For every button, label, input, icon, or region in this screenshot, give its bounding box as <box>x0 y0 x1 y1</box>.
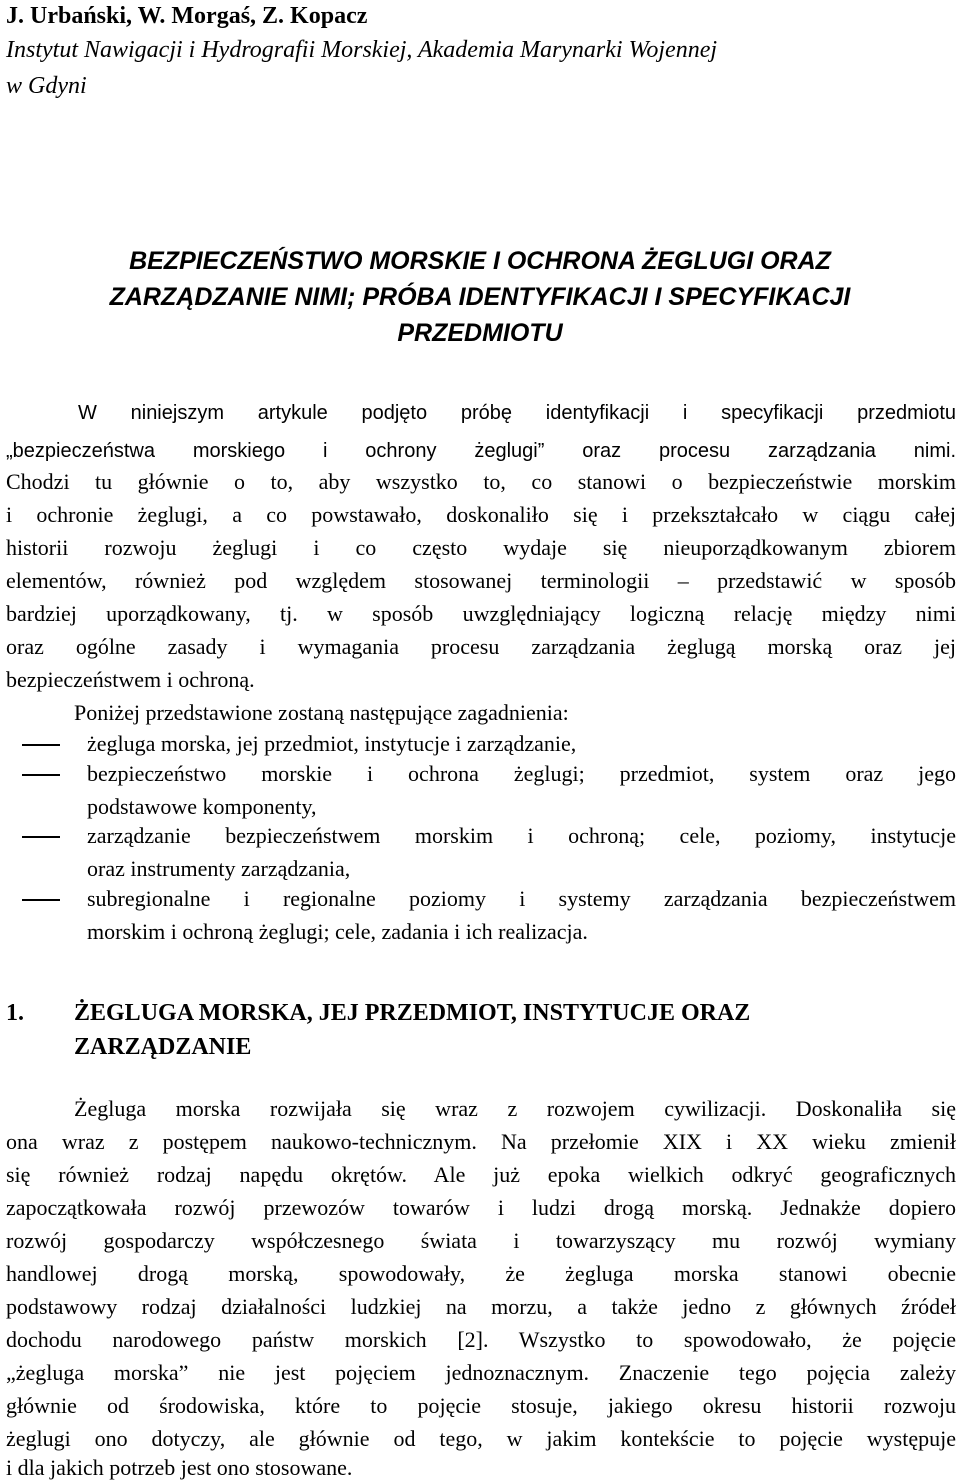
bullet-item-cont: podstawowe komponenty, <box>87 794 317 819</box>
paper-title-line-3: PRZEDMIOTU <box>397 319 563 347</box>
section-text-line: ona wraz z postępem naukowo-technicznym. Na przełomie XIX i XX wieku zmienił <box>6 1129 956 1154</box>
paper-title-line-2: ZARZĄDZANIE NIMI; PRÓBA IDENTYFIKACJI I SPECYFIKACJI <box>109 283 851 311</box>
bullet-dash <box>22 774 60 776</box>
section-text-line: podstawowy rodzaj działalności ludzkiej na morzu, a także jedno z głównych źródeł <box>6 1294 956 1319</box>
bullet-item: żegluga morska, jej przedmiot, instytucje i zarządzanie, <box>87 731 577 756</box>
intro-line: i ochronie żeglugi, a co powstawało, doskonaliło się i przekształcało w ciągu całej <box>6 502 956 527</box>
section-number: 1. <box>6 1000 24 1026</box>
institute-line-1: Instytut Nawigacji i Hydrografii Morskiej, Akademia Marynarki Wojennej <box>6 37 718 63</box>
bullet-item-cont: morskim i ochroną żeglugi; cele, zadania i ich realizacja. <box>87 919 588 944</box>
intro-line: oraz ogólne zasady i wymagania procesu zarządzania żeglugą morską oraz jej <box>6 634 956 659</box>
section-title-line-1: ŻEGLUGA MORSKA, JEJ PRZEDMIOT, INSTYTUCJE ORAZ <box>74 1000 751 1026</box>
section-text-line: i dla jakich potrzeb jest ono stosowane. <box>6 1455 353 1480</box>
intro-line: bardziej uporządkowany, tj. w sposób uwzględniający logiczną relację między nimi <box>6 601 956 626</box>
section-text-line: handlowej drogą morską, spowodowały, że żegluga morska stanowi obecnie <box>6 1261 956 1286</box>
abstract-line-1: W niniejszym artykule podjęto próbę identyfikacji i specyfikacji przedmiotu <box>78 402 956 424</box>
section-title-line-2: ZARZĄDZANIE <box>74 1034 252 1060</box>
intro-line: historii rozwoju żeglugi i co często wydaje się nieuporządkowanym zbiorem <box>6 535 956 560</box>
bullet-dash <box>22 836 60 838</box>
section-text-line: się również rodzaj napędu okrętów. Ale już epoka wielkich odkryć geograficznych <box>6 1162 956 1187</box>
section-text-line: zapoczątkowała rozwój przewozów towarów i ludzi drogą morską. Jednakże dopiero <box>6 1195 956 1220</box>
section-text-line: dochodu narodowego państw morskich [2]. Wszystko to spowodowało, że pojęcie <box>6 1327 956 1352</box>
bullet-item: bezpieczeństwo morskie i ochrona żeglugi; przedmiot, system oraz jego <box>87 761 956 786</box>
section-text-line: Żegluga morska rozwijała się wraz z rozwojem cywilizacji. Doskonaliła się <box>74 1096 956 1121</box>
section-text-line: głównie od środowiska, które to pojęcie stosuje, jakiego okresu historii rozwoju <box>6 1393 956 1418</box>
bullet-item-cont: oraz instrumenty zarządzania, <box>87 856 351 881</box>
paper-title-line-1: BEZPIECZEŃSTWO MORSKIE I OCHRONA ŻEGLUGI ORAZ <box>129 247 831 275</box>
intro-line: Chodzi tu głównie o to, aby wszystko to, co stanowi o bezpieczeństwie morskim <box>6 469 956 494</box>
intro-lead: Poniżej przedstawione zostaną następujące zagadnienia: <box>74 700 569 725</box>
section-text-line: rozwój gospodarczy współczesnego świata i towarzyszący mu rozwój wymiany <box>6 1228 956 1253</box>
bullet-item: subregionalne i regionalne poziomy i systemy zarządzania bezpieczeństwem <box>87 886 956 911</box>
section-text-line: „żegluga morska” nie jest pojęciem jednoznacznym. Znaczenie tego pojęcia zależy <box>6 1360 956 1385</box>
intro-line: bezpieczeństwem i ochroną. <box>6 667 255 692</box>
section-text-line: żeglugi ono dotyczy, ale głównie od tego, w jakim kontekście to pojęcie występuje <box>6 1426 956 1451</box>
authors: J. Urbański, W. Morgaś, Z. Kopacz <box>6 3 368 29</box>
intro-line: elementów, również pod względem stosowanej terminologii – przedstawić w sposób <box>6 568 956 593</box>
institute-line-2: w Gdyni <box>6 73 87 99</box>
bullet-dash <box>22 744 60 746</box>
bullet-dash <box>22 899 60 901</box>
abstract-line-2: „bezpieczeństwa morskiego i ochrony żeglugi” oraz procesu zarządzania nimi. <box>6 440 956 462</box>
bullet-item: zarządzanie bezpieczeństwem morskim i ochroną; cele, poziomy, instytucje <box>87 823 956 848</box>
